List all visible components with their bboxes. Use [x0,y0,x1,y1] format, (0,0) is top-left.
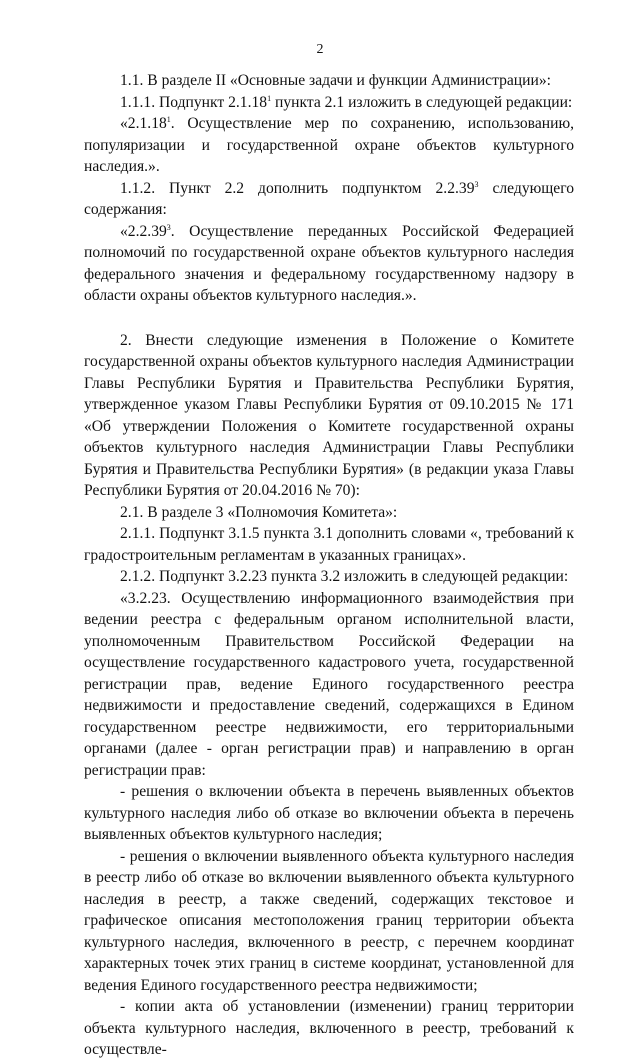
superscript: 1 [166,115,171,124]
paragraph-text: 1.1.1. Подпункт 2.1.18 [120,93,268,111]
paragraph-text: - решения о включении объекта в перечень выявленных объектов культурного наследия либо об отказе во включении объекта в перечень выявленных объектов культурного наследия; [84,783,574,843]
paragraph-text: «2.1.18 [120,115,167,132]
paragraph-text: - копии акта об установлении (изменении) границ территории объекта культурного наследия, включенного в реестр, требований к осуществле- [84,998,574,1058]
superscript: 1 [267,93,272,103]
paragraph [84,70,574,92]
paragraph-text: 1.1. В разделе II «Основные задачи и функции Администрации»: [120,72,551,89]
paragraph-text: 2.1.1. Подпункт 3.1.5 пункта 3.1 дополнить словами «, требований к градостроительным регламентам в указанных границах». [84,525,574,564]
paragraph [84,178,574,221]
paragraph-text: . Осуществление переданных Российской Федерацией полномочий по государственной охране объектов культурного наследия федерального значения и федеральному государственному надзору в области охраны объектов культурного наследия.». [84,222,574,304]
paragraph-text: . Осуществление мер по сохранению, использованию, популяризации и государственной охране объектов культурного наследия.». [84,115,574,175]
document-body [84,70,574,1061]
paragraph-text: 2.1. В разделе 3 «Полномочия Комитета»: [120,503,398,521]
paragraph-text: 2. Внести следующие изменения в Положение о Комитете государственной охраны объектов культурного наследия Администрации Главы Республики Бурятия и Правительства Республики Бурятия, утвержденное указом Главы Республики Бурятия от 09.10.2015 № 171 «Об утверждении Положения о Комитете государственной охраны объектов культурного наследия Администрации Главы Республики Бурятия и Правительства Республики Бурятия» (в редакции указа Главы Республики Бурятия от 20.04.2016 № 70): [84,331,574,499]
paragraph [84,996,574,1061]
paragraph [84,781,574,846]
paragraph-text: «3.2.23. Осуществлению информационного взаимодействия при ведении реестра с федеральным органом исполнительной власти, уполномоченным Правительством Российской Федерации на осуществление государственного кадастрового учета, государственной регистрации прав, ведение Единого государственного реестра недвижимости и предоставление сведений, содержащихся в Едином государственном реестре недвижимости, его территориальными органами (далее - орган регистрации прав) и направлению в орган регистрации прав: [84,589,574,779]
paragraph [84,588,574,782]
superscript: 3 [474,179,479,189]
paragraph-text: 2.1.2. Подпункт 3.2.23 пункта 3.2 изложить в следующей редакции: [120,568,569,585]
paragraph [84,92,574,114]
paragraph [84,330,574,502]
paragraph-text: «2.2.39 [120,222,167,240]
paragraph [84,566,574,588]
paragraph-text: пункта 2.1 изложить в следующей редакции: [271,93,573,111]
paragraph-text: следующего содержания: [84,179,574,218]
page-number: 2 [316,42,324,57]
paragraph [84,113,574,178]
paragraph-text: 1.1.2. Пункт 2.2 дополнить подпунктом 2.2.39 [120,179,475,197]
paragraph [84,502,574,524]
paragraph [84,221,574,307]
paragraph [84,523,574,566]
paragraph [84,846,574,997]
paragraph-text: - решения о включении выявленного объекта культурного наследия в реестр либо об отказе во включении выявленного объекта культурного наследия в реестр, а также сведений, содержащих текстовое и графическое описания местоположения границ территории объекта культурного наследия, включенного в реестр, с перечнем координат характерных точек этих границ в системе координат, установленной для ведения Единого государственного реестра недвижимости; [84,847,574,994]
superscript: 3 [166,222,171,232]
